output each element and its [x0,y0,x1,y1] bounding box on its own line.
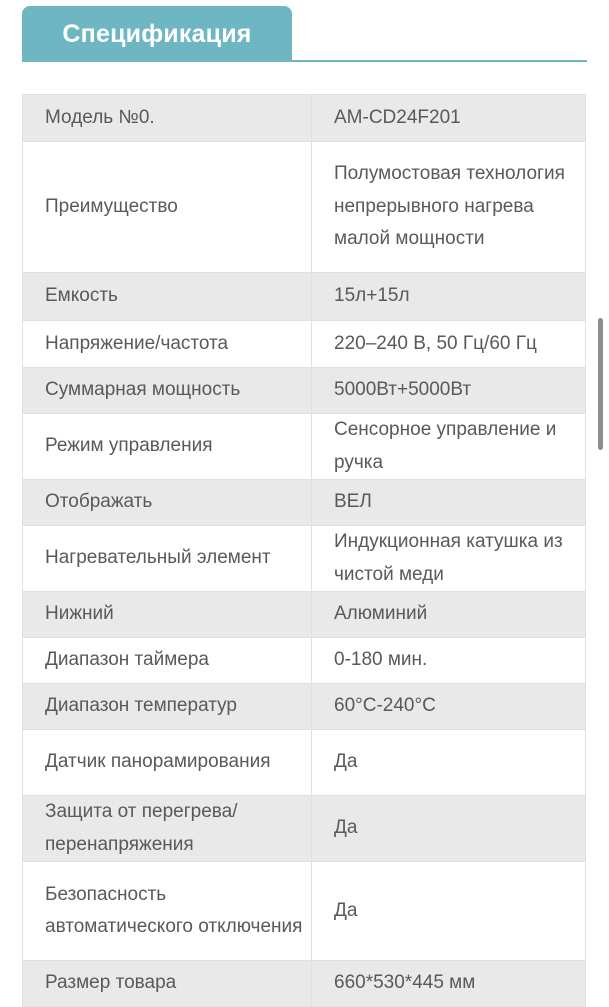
table-row [23,730,586,796]
row-label: Безопасность автоматического отключения [23,862,312,961]
row-value: 0-180 мин. [312,638,586,684]
spec-table [22,94,586,1007]
row-value: Да [312,796,586,862]
table-row [23,321,586,368]
row-value: AM-CD24F201 [312,95,586,142]
row-label: Суммарная мощность [23,368,312,414]
row-label: Преимущество [23,142,312,273]
table-row [23,273,586,321]
row-value: Сенсорное управление и ручка [312,414,586,480]
scrollbar-thumb[interactable] [598,318,603,450]
row-value: Полумостовая технология непрерывного нагрева малой мощности [312,142,586,273]
row-label: Защита от перегрева/ перенапряжения [23,796,312,862]
row-label: Модель №0. [23,95,312,142]
row-label: Датчик панорамирования [23,730,312,796]
table-row [23,592,586,638]
table-row [23,638,586,684]
row-value: 660*530*445 мм [312,961,586,1007]
row-label: Отображать [23,480,312,526]
row-label: Емкость [23,273,312,321]
table-row [23,95,586,142]
row-value: ВЕЛ [312,480,586,526]
table-row [23,142,586,273]
row-value: 220–240 В, 50 Гц/60 Гц [312,321,586,368]
table-row [23,796,586,862]
table-row [23,368,586,414]
row-value: 5000Вт+5000Вт [312,368,586,414]
row-label: Диапазон таймера [23,638,312,684]
row-label: Размер товара [23,961,312,1007]
table-row [23,684,586,730]
tab-specification[interactable]: Спецификация [22,6,292,62]
row-value: 15л+15л [312,273,586,321]
table-row [23,862,586,961]
row-value: Алюминий [312,592,586,638]
spec-header [22,0,587,62]
table-row [23,414,586,480]
table-row [23,526,586,592]
row-value: 60°C-240°C [312,684,586,730]
row-label: Напряжение/частота [23,321,312,368]
row-label: Нагревательный элемент [23,526,312,592]
table-row [23,480,586,526]
row-value: Да [312,730,586,796]
row-label: Режим управления [23,414,312,480]
row-value: Да [312,862,586,961]
row-label: Нижний [23,592,312,638]
row-label: Диапазон температур [23,684,312,730]
tab-underline [22,60,587,62]
row-value: Индукционная катушка из чистой меди [312,526,586,592]
